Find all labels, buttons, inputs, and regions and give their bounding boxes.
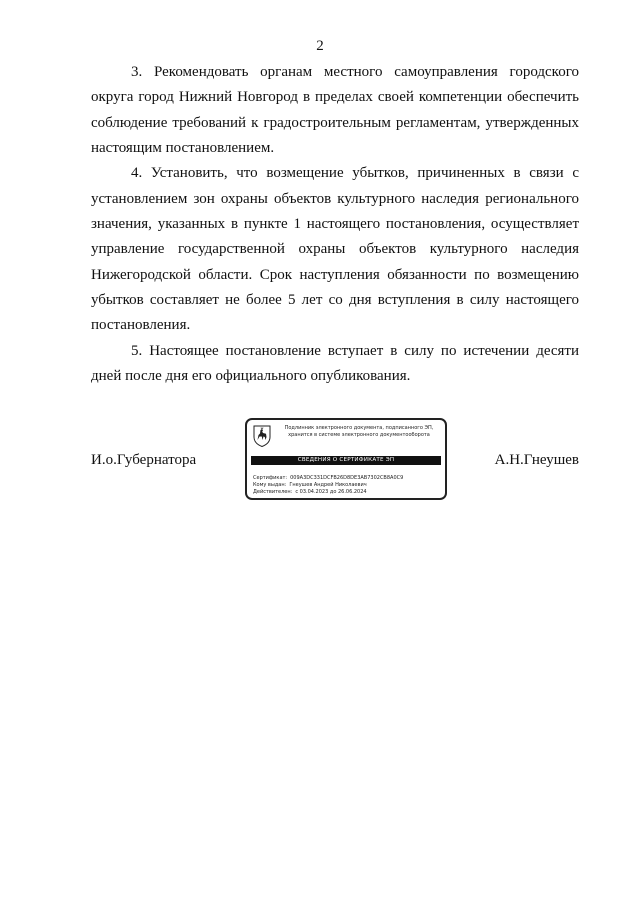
signer-position: И.о.Губернатора xyxy=(91,452,197,468)
stamp-header-line-1: Подлинник электронного документа, подписанного ЭП, xyxy=(284,425,434,431)
nizhny-novgorod-coat-of-arms-icon xyxy=(253,425,271,447)
signer-name: А.Н.Гнеушев xyxy=(494,452,579,468)
certificate-value: 009A3DC331DCFB26D8DE3AB7302CB8A0C9 xyxy=(290,475,404,481)
validity-row xyxy=(253,489,443,496)
issued-to-row xyxy=(253,482,443,489)
paragraph-4: 4. Установить, что возмещение убытков, причиненных в связи с установлением зон охраны объектов культурного наследия регионального значения, указанных в пункте 1 настоящего постановления, осуществляет управление государственной охраны объектов культурного наследия Нижегородской области. Срок наступления обязанности по возмещению убытков составляет не более 5 лет со дня вступления в силу настоящего постановления. xyxy=(91,165,579,334)
paragraph-5: 5. Настоящее постановление вступает в силу по истечении десяти дней после дня его официального опубликования. xyxy=(91,342,579,384)
validity-value: с 03.04.2023 до 26.06.2024 xyxy=(295,488,367,495)
paragraph-3: 3. Рекомендовать органам местного самоуправления городского округа город Нижний Новгород в пределах своей компетенции обеспечить соблюдение требований к градостроительным регламентам, утвержденных настоящим постановлением. xyxy=(91,64,579,156)
issued-to-value: Гнеушев Андрей Николаевич xyxy=(289,481,367,488)
stamp-certificate-details xyxy=(253,475,443,495)
document-body xyxy=(91,60,579,389)
stamp-header-line-2: хранится в системе электронного документооборота xyxy=(288,431,430,438)
stamp-header xyxy=(275,425,443,438)
certificate-label: Сертификат: xyxy=(253,475,288,481)
issued-to-label: Кому выдан: xyxy=(253,481,287,488)
validity-label: Действителен: xyxy=(253,488,293,495)
stamp-title-bar: СВЕДЕНИЯ О СЕРТИФИКАТЕ ЭП xyxy=(251,456,441,465)
electronic-signature-stamp xyxy=(245,418,447,500)
certificate-row xyxy=(253,475,443,482)
page-number: 2 xyxy=(316,38,324,54)
